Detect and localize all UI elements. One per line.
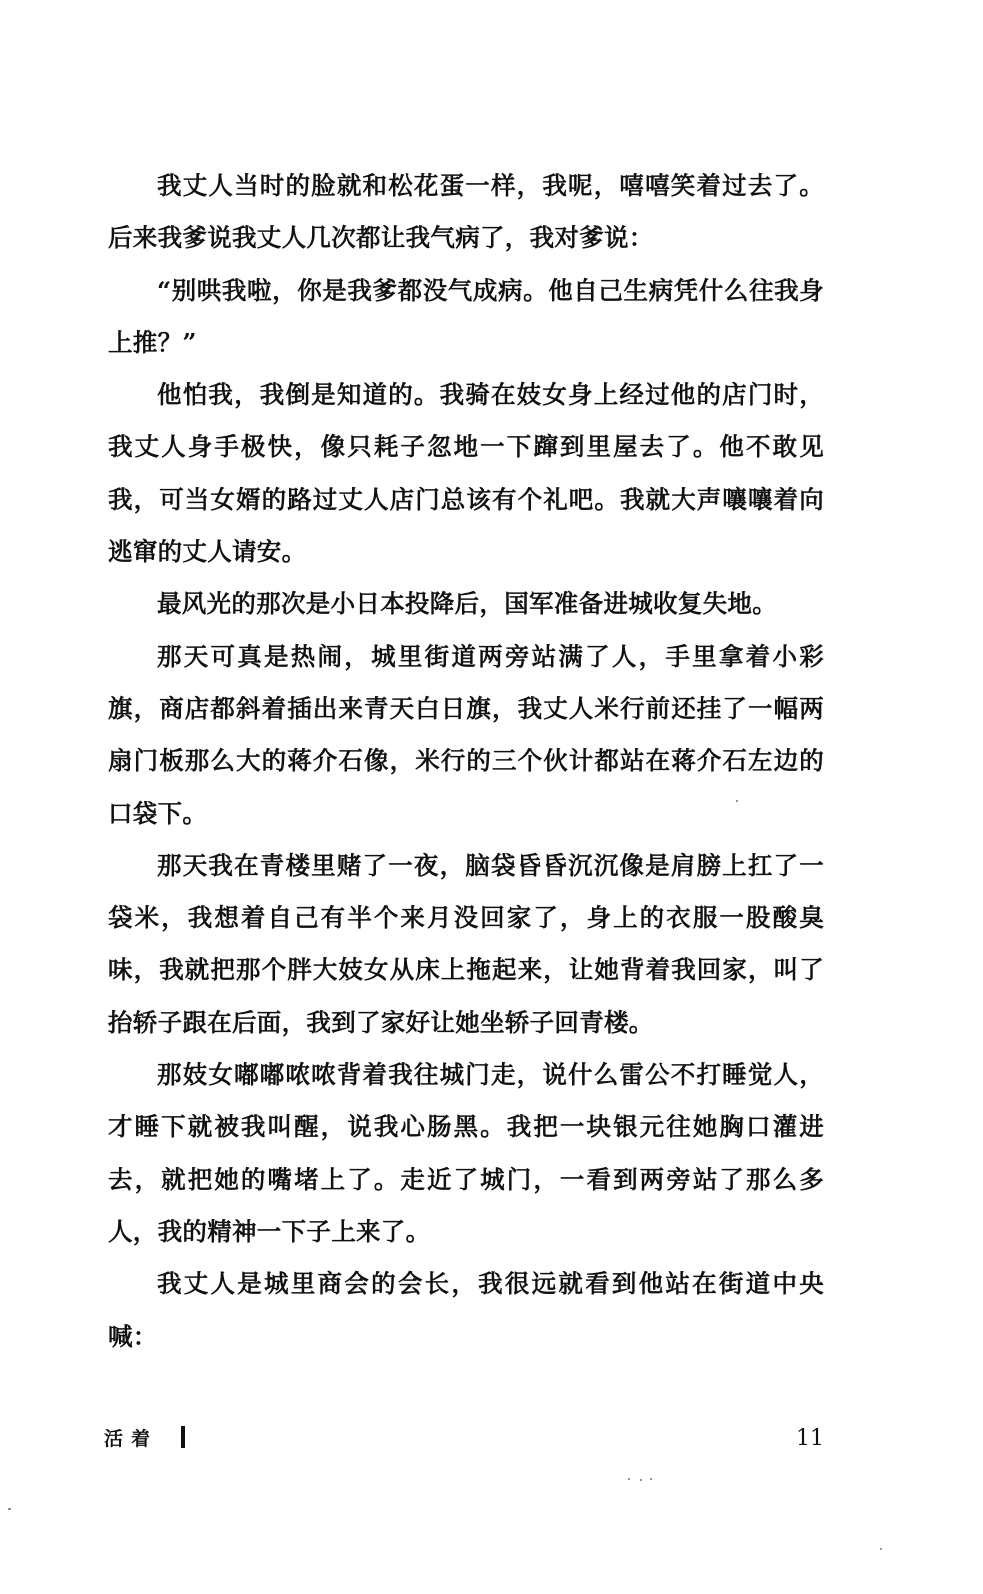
paragraph: 那妓女嘟嘟哝哝背着我往城门走，说什么雷公不打睡觉人，才睡下就被我叫醒，说我心肠黑。我把一块银元往她胸口灌进去，就把她的嘴堵上了。走近了城门，一看到两旁站了那么多人，我的精神一下子上来了。 bbox=[108, 1060, 824, 1246]
body-text bbox=[108, 160, 824, 1363]
scan-speck bbox=[8, 1508, 11, 1510]
paragraph: 我丈人是城里商会的会长，我很远就看到他站在街道中央喊： bbox=[108, 1269, 824, 1351]
page-number: 11 bbox=[796, 1426, 824, 1451]
running-book-title: 活着 bbox=[104, 1428, 159, 1450]
paragraph: 他怕我，我倒是知道的。我骑在妓女身上经过他的店门时，我丈人身手极快，像只耗子忽地一下蹿到里屋去了。他不敢见我，可当女婿的路过丈人店门总该有个礼吧。我就大声嚷嚷着向逃窜的丈人请安。 bbox=[108, 380, 824, 567]
paragraph: 那天我在青楼里赌了一夜，脑袋昏昏沉沉像是肩膀上扛了一袋米，我想着自己有半个来月没回家了，身上的衣服一股酸臭味，我就把那个胖大妓女从床上拖起来，让她背着我回家，叫了抬轿子跟在后面，我到了家好让她坐轿子回青楼。 bbox=[108, 850, 824, 1037]
scan-speck bbox=[650, 1478, 652, 1480]
paragraph: 我丈人当时的脸就和松花蛋一样，我呢，嘻嘻笑着过去了。后来我爹说我丈人几次都让我气病了，我对爹说： bbox=[108, 171, 824, 253]
scan-speck bbox=[880, 1548, 882, 1550]
paragraph: 最风光的那次是小日本投降后，国军准备进城收复失地。 bbox=[157, 589, 777, 619]
scan-speck bbox=[628, 1478, 630, 1480]
scan-speck bbox=[736, 800, 738, 802]
scan-speck bbox=[640, 1479, 642, 1481]
paragraph: 那天可真是热闹，城里街道两旁站满了人，手里拿着小彩旗，商店都斜着插出来青天白日旗，我丈人米行前还挂了一幅两扇门板那么大的蒋介石像，米行的三个伙计都站在蒋介石左边的口袋下。 bbox=[108, 641, 824, 828]
footer-divider-bar bbox=[181, 1426, 185, 1448]
paragraph: “别哄我啦，你是我爹都没气成病。他自己生病凭什么往我身上推？” bbox=[108, 275, 824, 357]
